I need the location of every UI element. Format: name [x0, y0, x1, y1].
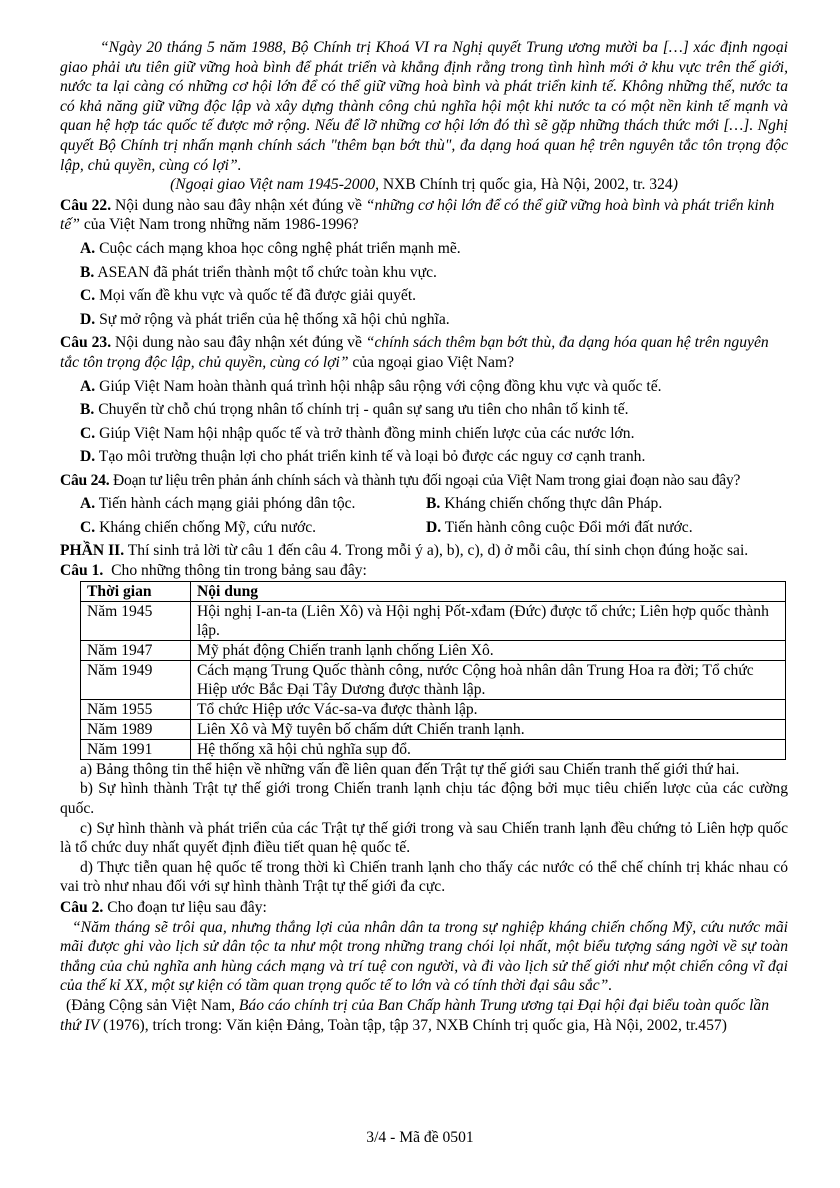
table-row: [81, 601, 786, 640]
option-d[interactable]: [426, 518, 693, 538]
question-label: Câu 2.: [60, 899, 104, 916]
option-b[interactable]: [426, 494, 662, 514]
option-text: Cuộc cách mạng khoa học công nghệ phát triển mạnh mẽ.: [95, 239, 461, 257]
option-letter: C.: [80, 287, 96, 305]
question-2: [60, 898, 788, 918]
header-content: Nội dung: [191, 581, 786, 601]
option-letter: C.: [80, 519, 96, 537]
options-row-2: [60, 518, 788, 538]
question-24: [60, 471, 788, 491]
option-letter: A.: [80, 239, 96, 257]
cell-time: Năm 1955: [81, 699, 191, 719]
statement-d[interactable]: d) Thực tiễn quan hệ quốc tế trong thời kì Chiến tranh lạnh cho thấy các nước có thể chế chính trị khác nhau có vai trò như nhau đối với sự hình thành Trật tự thế giới đa cực.: [60, 858, 788, 896]
option-c[interactable]: [80, 518, 426, 538]
question-quote: “những cơ hội lớn để có thể giữ vững hoà bình và phát triển kinh tế”: [60, 196, 775, 234]
option-letter: D.: [80, 448, 96, 466]
option-letter: C.: [80, 424, 96, 442]
option-text: Tạo môi trường thuận lợi cho phát triển kinh tế và loại bỏ được các nguy cơ cạnh tranh.: [95, 448, 646, 466]
statement-c[interactable]: c) Sự hình thành và phát triển của các Trật tự thế giới trong và sau Chiến tranh lạnh đều chứng tỏ Liên hợp quốc là tổ chức duy nhất quyết định điều tiết quan hệ quốc tế.: [60, 819, 788, 857]
page-footer: 3/4 - Mã đề 0501: [366, 1129, 474, 1146]
events-table: [80, 581, 786, 760]
option-letter: A.: [80, 495, 96, 513]
question-label: Câu 22.: [60, 196, 112, 214]
cell-time: Năm 1949: [81, 660, 191, 699]
citation-open: (: [170, 176, 176, 194]
cell-time: Năm 1989: [81, 719, 191, 739]
question-text: Nội dung nào sau đây nhận xét đúng về: [111, 196, 366, 214]
question-23: [60, 333, 788, 372]
table-row: [81, 719, 786, 739]
question-label: Câu 23.: [60, 334, 112, 352]
intro-citation: [60, 175, 788, 195]
option-text: Giúp Việt Nam hội nhập quốc tế và trở thành đồng minh chiến lược của các nước lớn.: [95, 424, 635, 442]
option-a[interactable]: [60, 377, 788, 397]
cell-content: Cách mạng Trung Quốc thành công, nước Cộng hoà nhân dân Trung Hoa ra đời; Tổ chức Hiệp ước Bắc Đại Tây Dương được thành lập.: [191, 660, 786, 699]
option-c[interactable]: [60, 424, 788, 444]
cell-time: Năm 1945: [81, 601, 191, 640]
option-text: Giúp Việt Nam hoàn thành quá trình hội nhập sâu rộng với cộng đồng khu vực và quốc tế.: [95, 377, 662, 395]
option-text: Chuyển từ chỗ chú trọng nhân tố chính trị - quân sự sang ưu tiên cho nhân tố kinh tế.: [94, 401, 629, 419]
option-d[interactable]: [60, 447, 788, 467]
option-text: ASEAN đã phát triển thành một tổ chức toàn khu vực.: [94, 263, 437, 281]
options-row-1: [60, 494, 788, 514]
q2-quote: “Năm tháng sẽ trôi qua, nhưng thắng lợi của nhân dân ta trong sự nghiệp kháng chiến chống Mỹ, cứu nước mãi mãi được ghi vào lịch sử dân tộc ta như một trong những trang chói lọi nhất, một biểu tượng sáng ngời về sự toàn thắng của chủ nghĩa anh hùng cách mạng và trí tuệ con người, và đi vào lịch sử thế giới như một chiến công vĩ đại của thế kỉ XX, một sự kiện có tầm quan trọng quốc tế to lớn và có tính thời đại sâu sắc”.: [60, 918, 788, 995]
part-label: PHẦN II.: [60, 541, 125, 559]
option-letter: B.: [426, 495, 441, 513]
source-text: (Đảng Cộng sản Việt Nam,: [66, 996, 239, 1014]
cell-content: Hệ thống xã hội chủ nghĩa sụp đổ.: [191, 739, 786, 759]
source-text: (1976), trích trong: Văn kiện Đảng, Toàn tập, tập 37, NXB Chính trị quốc gia, Hà Nội, 2002, tr.457): [99, 1016, 727, 1034]
question-text: Đoạn tư liệu trên phản ánh chính sách và thành tựu đối ngoại của Việt Nam trong giai đoạn nào sau đây?: [109, 471, 741, 489]
intro-quote: “Ngày 20 tháng 5 năm 1988, Bộ Chính trị Khoá VI ra Nghị quyết Trung ương mười ba […] xác định ngoại giao phải ưu tiên giữ vững hoà bình để phát triển và khẳng định rằng trong tình hình mới ở khu vực trên thế giới, nước ta lại càng có những cơ hội lớn để có thể giữ vững hoà bình và phát triển kinh tế. Không những thế, nước ta có khả năng giữ vững độc lập và xây dựng thành công chủ nghĩa hội một khi nước ta có một nền kinh tế mạnh và quan hệ hợp tác quốc tế được mở rộng. Nếu để lỡ những cơ hội lớn đó thì sẽ gặp những thách thức mới […]. Nghị quyết Bộ Chính trị nhấn mạnh chính sách "thêm bạn bớt thù", đa dạng hoá quan hệ trên nguyên tắc tôn trọng độc lập, chủ quyền, cùng có lợi”.: [60, 39, 788, 174]
question-text: của ngoại giao Việt Nam?: [348, 353, 515, 371]
statement-b[interactable]: b) Sự hình thành Trật tự thế giới trong Chiến tranh lạnh chịu tác động bởi mục tiêu chiến lược của các cường quốc.: [60, 780, 788, 818]
question-1: [60, 561, 788, 581]
question-quote: “chính sách thêm bạn bớt thù, đa dạng hóa quan hệ trên nguyên tắc tôn trọng độc lập, chủ quyền, cùng có lợi”: [60, 334, 769, 371]
option-letter: D.: [426, 519, 442, 537]
q2-source: [60, 996, 788, 1035]
part-2-heading: [60, 541, 788, 561]
question-22: [60, 196, 788, 235]
option-text: Tiến hành cách mạng giải phóng dân tộc.: [95, 495, 356, 513]
table-row: [81, 739, 786, 759]
question-text: Cho đoạn tư liệu sau đây:: [103, 899, 267, 916]
citation-title: Ngoại giao Việt nam 1945-2000,: [175, 176, 380, 194]
table-row: [81, 640, 786, 660]
option-text: Sự mở rộng và phát triển của hệ thống xã hội chủ nghĩa.: [95, 310, 450, 328]
cell-content: Hội nghị I-an-ta (Liên Xô) và Hội nghị Pốt-xđam (Đức) được tổ chức; Liên hợp quốc thành lập.: [191, 601, 786, 640]
question-label: Câu 24.: [60, 471, 110, 489]
header-time: Thời gian: [81, 581, 191, 601]
table-row: [81, 660, 786, 699]
option-text: Tiến hành công cuộc Đổi mới đất nước.: [441, 519, 693, 537]
option-text: Kháng chiến chống Mỹ, cứu nước.: [95, 519, 317, 537]
option-c[interactable]: [60, 286, 788, 306]
question-text: Cho những thông tin trong bảng sau đây:: [103, 562, 367, 580]
cell-content: Mỹ phát động Chiến tranh lạnh chống Liên Xô.: [191, 640, 786, 660]
table-row: [81, 699, 786, 719]
cell-time: Năm 1991: [81, 739, 191, 759]
table-header-row: [81, 581, 786, 601]
option-b[interactable]: [60, 263, 788, 283]
cell-content: Tổ chức Hiệp ước Vác-sa-va được thành lập.: [191, 699, 786, 719]
option-letter: B.: [80, 263, 95, 281]
citation-close: ): [672, 176, 678, 194]
source-title: Báo cáo chính trị của Ban Chấp hành Trung ương tại Đại hội đại biểu toàn quốc lần thứ IV: [60, 996, 769, 1034]
option-text: Mọi vấn đề khu vực và quốc tế đã được giải quyết.: [95, 287, 417, 305]
statement-a[interactable]: a) Bảng thông tin thể hiện về những vấn đề liên quan đến Trật tự thế giới sau Chiến tranh thế giới thứ hai.: [80, 760, 740, 778]
cell-content: Liên Xô và Mỹ tuyên bố chấm dứt Chiến tranh lạnh.: [191, 719, 786, 739]
cell-time: Năm 1947: [81, 640, 191, 660]
question-label: Câu 1.: [60, 562, 104, 580]
citation-rest: NXB Chính trị quốc gia, Hà Nội, 2002, tr. 324: [379, 176, 673, 194]
option-letter: A.: [80, 377, 96, 395]
question-text: của Việt Nam trong những năm 1986-1996?: [79, 216, 359, 234]
option-a[interactable]: [60, 239, 788, 259]
option-b[interactable]: [60, 400, 788, 420]
question-text: Nội dung nào sau đây nhận xét đúng về: [111, 334, 366, 352]
option-letter: D.: [80, 310, 96, 328]
option-text: Kháng chiến chống thực dân Pháp.: [440, 495, 663, 513]
option-a[interactable]: [80, 494, 426, 514]
part-instructions: Thí sinh trả lời từ câu 1 đến câu 4. Trong mỗi ý a), b), c), d) ở mỗi câu, thí sinh chọn đúng hoặc sai.: [124, 541, 749, 559]
option-d[interactable]: [60, 310, 788, 330]
option-letter: B.: [80, 401, 95, 419]
